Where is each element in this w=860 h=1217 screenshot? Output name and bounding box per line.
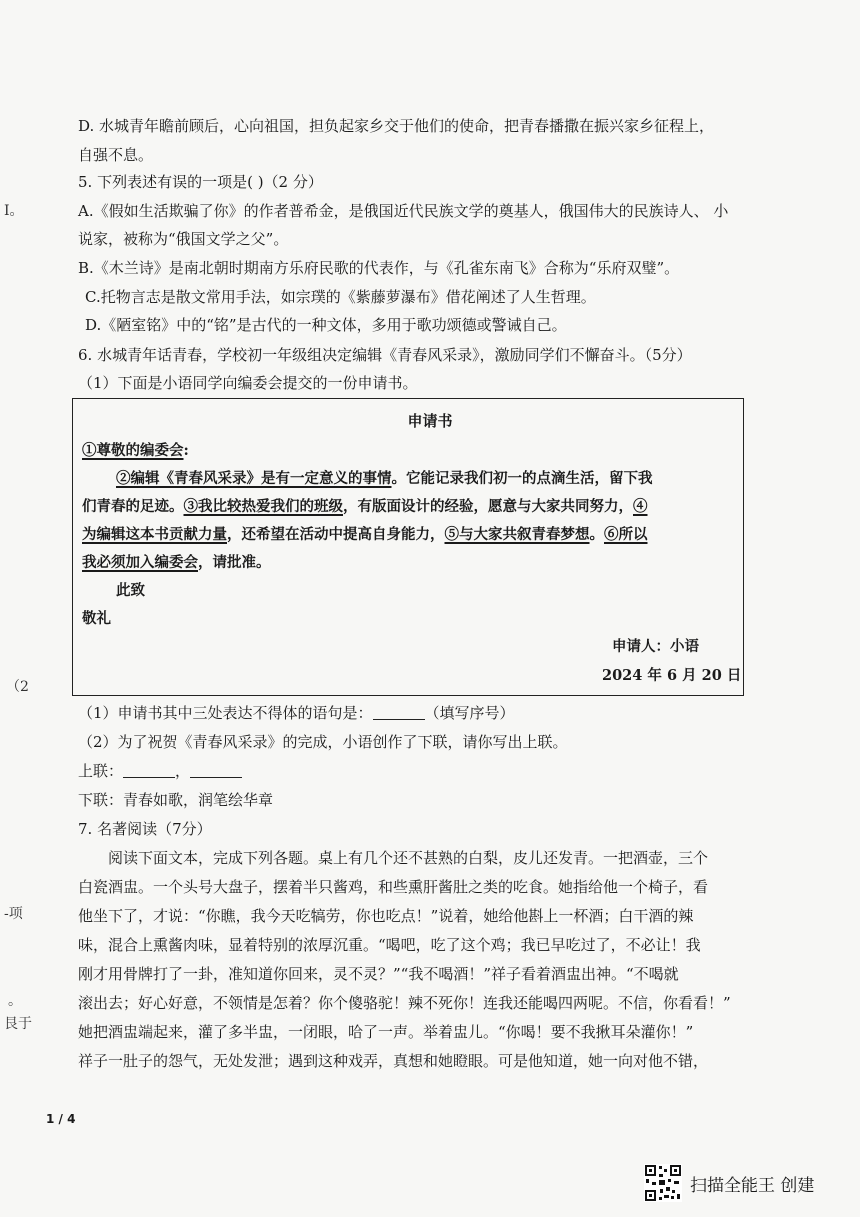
letter-row-5: 我必须加入编委会，请批准。 bbox=[82, 554, 271, 571]
letter-title: 申请书 bbox=[407, 412, 453, 430]
option-d-line2: 自强不息。 bbox=[78, 146, 154, 164]
couplet-upper: 上联： ， bbox=[78, 760, 242, 782]
letter-date: 2024 年 6 月 20 日 bbox=[602, 667, 742, 684]
page-number: 1 / 4 bbox=[46, 1112, 76, 1126]
question-6-sub1: （1）申请书其中三处表达不得体的语句是： （填写序号） bbox=[78, 704, 515, 722]
passage-line: 白瓷酒盅。一个头号大盘子，摆着半只酱鸡，和些熏肝酱肚之类的吃食。她指给他一个椅子，看 bbox=[78, 878, 709, 896]
question-7-stem: 7. 名著阅读（7分） bbox=[78, 820, 212, 838]
passage-line: 她把酒盅端起来，灌了多半盅，一闭眼，哈了一声。举着盅儿。“你喝！要不我揪耳朵灌你！” bbox=[78, 1023, 694, 1041]
question-5-option-c: C.托物言志是散文常用手法，如宗璞的《紫藤萝瀑布》借花阐述了人生哲理。 bbox=[85, 288, 596, 306]
letter-row-1: ①尊敬的编委会: bbox=[82, 442, 189, 459]
passage-line: 阅读下面文本，完成下列各题。桌上有几个还不甚熟的白梨，皮儿还发青。一把酒壶，三个 bbox=[108, 849, 709, 867]
margin-fragment: 。 bbox=[8, 993, 22, 1009]
answer-blank[interactable] bbox=[123, 762, 175, 778]
scanner-brand: 扫描全能王 创建 bbox=[690, 1176, 815, 1196]
question-6-stem: 6. 水城青年话青春，学校初一年级组决定编辑《青春风采录》，激励同学们不懈奋斗。（5分） bbox=[78, 346, 692, 364]
margin-fragment: -项 bbox=[4, 906, 23, 922]
letter-row-3: 们青春的足迹。③我比较热爱我们的班级，有版面设计的经验，愿意与大家共同努力，④ bbox=[82, 498, 648, 515]
option-d-line1: D. 水城青年瞻前顾后，心向祖国，担负起家乡交于他们的使命，把青春播撒在振兴家乡征程上， bbox=[78, 117, 715, 135]
answer-blank[interactable] bbox=[190, 762, 242, 778]
question-5-option-a-cont: 说家，被称为“俄国文学之父”。 bbox=[78, 230, 289, 248]
qr-code-icon bbox=[644, 1164, 682, 1202]
letter-greeting-2: 敬礼 bbox=[82, 610, 111, 627]
passage-line: 滚出去；好心好意，不领情是怎着？你个傻骆驼！辣不死你！连我还能喝四两呢。不信，你看看！” bbox=[78, 994, 731, 1012]
passage-line: 刚才用骨牌打了一卦，准知道你回来，灵不灵？”“我不喝酒！”祥子看着酒盅出神。“不喝就 bbox=[78, 965, 679, 983]
question-5-option-b: B.《木兰诗》是南北朝时期南方乐府民歌的代表作，与《孔雀东南飞》合称为“乐府双璧”。 bbox=[78, 259, 680, 277]
letter-greeting-1: 此致 bbox=[116, 582, 145, 599]
letter-row-4: 为编辑这本书贡献力量，还希望在活动中提高自身能力，⑤与大家共叙青春梦想。⑥所以 bbox=[82, 526, 648, 543]
passage-line: 祥子一肚子的怨气，无处发泄；遇到这种戏弄，真想和她瞪眼。可是他知道，她一向对他不错， bbox=[78, 1052, 709, 1070]
answer-blank[interactable] bbox=[373, 704, 425, 720]
question-5-option-a: A.《假如生活欺骗了你》的作者普希金，是俄国近代民族文学的奠基人，俄国伟大的民族诗人、 小 bbox=[78, 202, 729, 220]
letter-signer: 申请人：小语 bbox=[612, 638, 699, 655]
margin-fragment: （2 bbox=[6, 679, 29, 695]
margin-fragment: Ⅰ。 bbox=[4, 203, 24, 219]
question-5-option-d: D.《陋室铭》中的“铭”是古代的一种文体，多用于歌功颂德或警诫自己。 bbox=[85, 316, 567, 334]
couplet-lower: 下联：青春如歌，润笔绘华章 bbox=[78, 791, 274, 809]
passage-line: 他坐下了，才说：“你瞧，我今天吃犒劳，你也吃点！”说着，她给他斟上一杯酒；白干酒的辣 bbox=[78, 907, 694, 925]
letter-row-2: ②编辑《青春风采录》是有一定意义的事情。它能记录我们初一的点滴生活，留下我 bbox=[116, 470, 653, 487]
question-6-sub2: （2）为了祝贺《青春风采录》的完成，小语创作了下联，请你写出上联。 bbox=[78, 733, 568, 751]
margin-fragment: 艮于 bbox=[4, 1016, 32, 1032]
question-5-stem: 5. 下列表述有误的一项是( )（2 分） bbox=[78, 173, 323, 191]
question-6-part1: （1）下面是小语同学向编委会提交的一份申请书。 bbox=[78, 374, 418, 392]
passage-line: 味，混合上熏酱肉味，显着特别的浓厚沉重。“喝吧，吃了这个鸡；我已早吃过了，不必让！我 bbox=[78, 936, 701, 954]
